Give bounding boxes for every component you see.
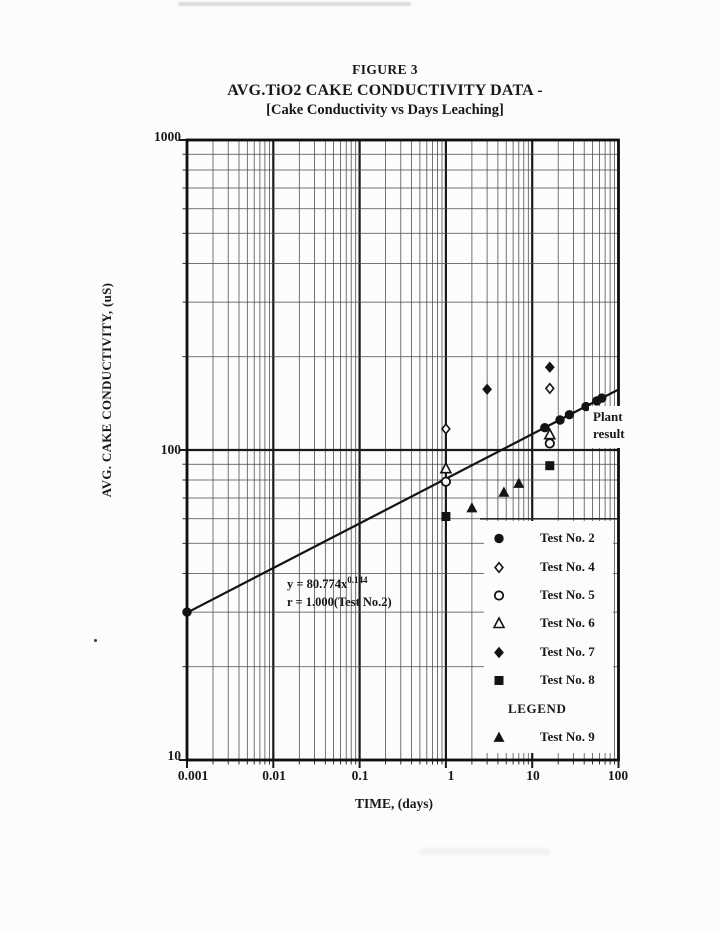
data-point-test-no-2	[597, 393, 606, 402]
fit-equation-line2: r = 1.000(Test No.2)	[287, 595, 392, 610]
data-point-test-no-7	[545, 362, 555, 373]
plant-result-line1: Plant	[593, 409, 623, 424]
legend-label: Test No. 8	[540, 672, 595, 688]
x-tick-0001: 0.001	[177, 768, 209, 783]
data-point-test-no-9	[498, 487, 509, 497]
data-point-test-no-5	[442, 478, 450, 486]
data-point-test-no-2	[182, 607, 191, 616]
legend-marker-filled-triangle-icon	[484, 728, 514, 746]
legend-label: Test No. 4	[540, 558, 595, 574]
legend	[484, 521, 613, 753]
plant-result-annotation	[589, 406, 651, 448]
legend-rows	[484, 524, 613, 751]
legend-label: Test No. 5	[540, 586, 595, 602]
x-axis-label: TIME, (days)	[354, 796, 434, 811]
legend-marker-open-triangle-icon	[484, 614, 514, 632]
data-point-test-no-9	[466, 502, 477, 512]
chart-title: AVG.TiO2 CAKE CONDUCTIVITY DATA -	[227, 82, 543, 99]
plant-result-line2: result	[593, 426, 625, 441]
x-tick-001: 0.01	[262, 768, 286, 783]
x-tick-01: 0.1	[351, 768, 369, 783]
legend-label: Test No. 7	[540, 643, 595, 659]
legend-row	[484, 609, 613, 637]
legend-row	[484, 723, 613, 751]
legend-row	[484, 581, 613, 609]
data-point-test-no-7	[482, 384, 492, 395]
data-point-test-no-8	[545, 461, 554, 470]
y-axis-label: AVG. CAKE CONDUCTIVITY, (uS)	[99, 282, 114, 498]
data-point-test-no-2	[555, 415, 564, 424]
x-tick-10: 10	[526, 768, 540, 783]
y-tick-10: 10	[167, 748, 181, 763]
legend-row	[484, 666, 613, 694]
legend-label: Test No. 6	[540, 615, 595, 631]
fit-equation-exponent: 0.144	[347, 575, 368, 585]
fit-equation-line1: $y = 80.774x^{0.144}$	[287, 575, 368, 592]
legend-row	[484, 638, 613, 666]
legend-marker-open-circle-icon	[484, 586, 514, 604]
x-tick-1: 1	[447, 768, 455, 783]
legend-row	[484, 552, 613, 580]
data-point-test-no-8	[441, 512, 450, 521]
legend-row	[484, 524, 613, 552]
stray-dot-artifact	[94, 639, 97, 642]
chart-subtitle: [Cake Conductivity vs Days Leaching]	[266, 102, 504, 118]
legend-marker-open-diamond-icon	[484, 558, 514, 576]
legend-marker-filled-circle-icon	[484, 529, 514, 547]
y-tick-100: 100	[160, 442, 181, 457]
data-point-test-no-4	[442, 424, 450, 433]
y-tick-1000: 1000	[154, 129, 181, 144]
legend-marker-filled-square-icon	[484, 671, 514, 689]
data-point-test-no-6	[441, 463, 451, 473]
data-point-test-no-2	[565, 410, 574, 419]
data-point-test-no-4	[546, 384, 554, 393]
legend-title: LEGEND	[508, 700, 567, 716]
data-point-test-no-5	[546, 439, 554, 447]
data-point-test-no-9	[513, 478, 524, 488]
legend-marker-filled-diamond-icon	[484, 643, 514, 661]
fit-equation	[287, 571, 392, 611]
figure-label: FIGURE 3	[352, 62, 418, 77]
legend-label: Test No. 2	[540, 530, 595, 546]
legend-label: Test No. 9	[540, 728, 595, 744]
x-tick-100: 100	[607, 768, 629, 783]
chart-header	[227, 62, 543, 119]
